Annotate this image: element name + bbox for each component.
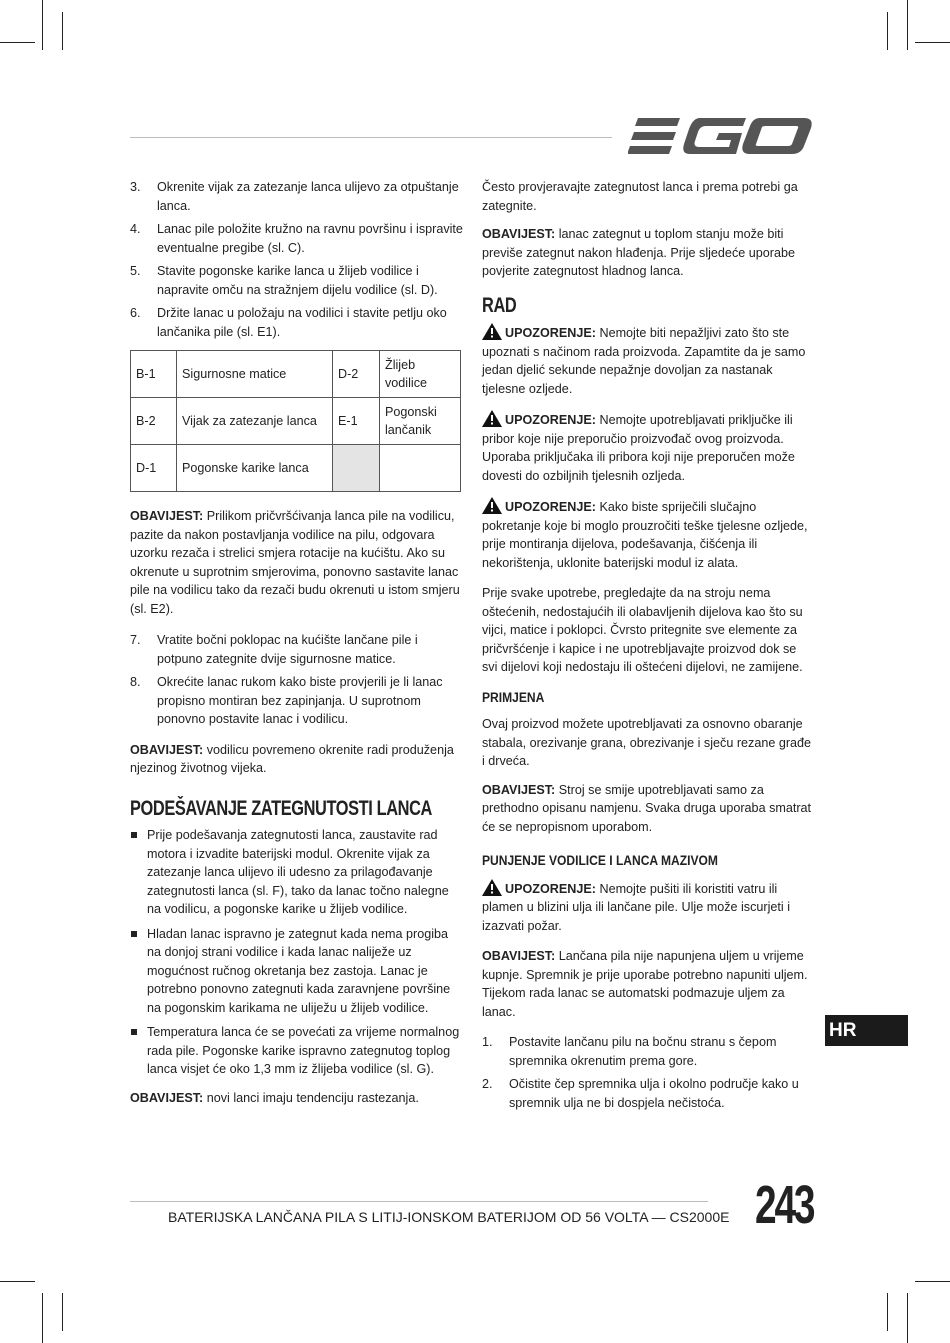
bullet-square-icon: [131, 1029, 137, 1035]
steps-list-a: [130, 178, 463, 341]
list-item: 1. Postavite lančanu pilu na bočnu stranu s čepom spremnika okrenutim prema gore.: [482, 1035, 777, 1068]
notice-paragraph: OBAVIJEST: lanac zategnut u toplom stanju može biti previše zategnut nakon hlađenja. Prije sljedeće uporabe povjerite zategnutost hladnog lanca.: [482, 227, 795, 278]
notice-paragraph: OBAVIJEST: novi lanci imaju tendenciju rastezanja.: [130, 1090, 419, 1105]
warning-triangle-icon: [482, 323, 502, 340]
parts-table: [130, 350, 461, 492]
table-cell: [333, 445, 380, 492]
crop-mark: [62, 12, 63, 50]
table-cell: D-1: [131, 445, 177, 492]
notice-paragraph: OBAVIJEST: Prilikom pričvršćivanja lanca pile na vodilicu, pazite da nakon postavljanja vodilice na pilu, odgovara uzorku rezača i strelici smjera rotacije na kućištu. Ako su okrenute u suprotnim smjerovima, ponovno sastavite lanac pile na vodilicu tako da rezači budu okrenuti u istom smjeru (sl. E2).: [130, 509, 460, 616]
crop-mark: [907, 0, 908, 50]
section-heading: PODEŠAVANJE ZATEGNUTOSTI LANCA: [130, 796, 432, 820]
crop-mark: [42, 1293, 43, 1343]
table-cell: [380, 445, 461, 492]
right-column: [482, 178, 815, 1117]
footer-title: BATERIJSKA LANČANA PILA S LITIJ-IONSKOM BATERIJOM OD 56 VOLTA — CS2000E: [168, 1209, 730, 1225]
subheading-punjenje: PUNJENJE VODILICE I LANCA MAZIVOM: [482, 853, 718, 868]
list-item: 6. Držite lanac u položaju na vodilici i stavite petlju oko lančanika pile (sl. E1).: [130, 306, 447, 339]
crop-mark: [0, 42, 35, 43]
list-item: 3. Okrenite vijak za zatezanje lanca ulijevo za otpuštanje lanca.: [130, 180, 459, 213]
ego-logo: [628, 116, 814, 158]
notice-paragraph: OBAVIJEST: Stroj se smije upotrebljavati samo za prethodno opisanu namjenu. Svaka druga uporaba smatrat će se nepropisnom uporabom.: [482, 782, 812, 834]
section-heading-rad: RAD: [482, 293, 517, 317]
bullet-list: [130, 826, 463, 1079]
list-item: Hladan lanac ispravno je zategnut kada nema progiba na donjoj strani vodilice i kada lanac naliježe uz mogućnost ručnog okretanja bez zastoja. Lanac je potrebno ponovno zategnuti kada zaravnjene površine na pogonskim karikama ne uliježu u žlijeb vodilice.: [130, 925, 463, 1018]
table-cell: B-2: [131, 398, 177, 445]
crop-mark: [42, 0, 43, 50]
intro-paragraph: Često provjeravajte zategnutost lanca i prema potrebi ga zategnite.: [482, 180, 798, 213]
list-item: 2. Očistite čep spremnika ulja i okolno područje kako u spremnik ulja ne bi dospjela nečistoća.: [482, 1077, 799, 1110]
table-cell: Žlijeb vodilice: [380, 351, 461, 398]
crop-mark: [915, 42, 950, 43]
table-cell: Pogonske karike lanca: [177, 445, 333, 492]
warning-paragraph: UPOZORENJE: Nemojte upotrebljavati priključke ili pribor koje nije preporučio proizvođač ovog proizvoda. Uporaba priključaka ili pribora koji nije preporučen može dovesti do ozbiljnih tjelesnih ozljeda.: [482, 410, 815, 485]
warning-triangle-icon: [482, 410, 502, 427]
steps-list-b: [130, 631, 463, 729]
notice-paragraph: OBAVIJEST: Lančana pila nije napunjena uljem u vrijeme kupnje. Spremnik je prije uporabe potrebno napuniti uljem. Tijekom rada lanac se automatski podmazuje uljem za lanac.: [482, 949, 808, 1019]
steps-list-c: [482, 1033, 815, 1112]
header-rule: [130, 137, 612, 138]
warning-paragraph: UPOZORENJE: Nemojte biti nepažljivi zato što ste upoznati s načinom rada proizvoda. Zapamtite da je samo jedan djelić sekunde nepažnje dovoljan za nastanak tjelesne ozljede.: [482, 323, 815, 398]
warning-paragraph: UPOZORENJE: Nemojte pušiti ili koristiti vatru ili plamen u blizini ulja ili lančane pile. Ulje može iscurjeti i izazvati požar.: [482, 879, 815, 936]
crop-mark: [62, 1293, 63, 1331]
list-item: 8. Okrećite lanac rukom kako biste provjerili je li lanac propisno montiran bez zapinjanja. U suprotnom ponovno postavite lanac i vodilicu.: [130, 675, 443, 726]
table-cell: Vijak za zatezanje lanca: [177, 398, 333, 445]
crop-mark: [915, 1281, 950, 1282]
table-row: [131, 398, 461, 445]
page-number: 243: [755, 1175, 814, 1235]
table-cell: E-1: [333, 398, 380, 445]
check-paragraph: Prije svake upotrebe, pregledajte da na stroju nema oštećenih, nedostajućih ili olabavljenih dijelova kao što su vijci, matice i poklopci. Čvrsto pritegnite sve elemente za pričvršćenje i kapice i ne upotrebljavajte proizvod dok se svi dijelovi koji nedostaju ili oštećeni dijelovi, ne zamijene.: [482, 586, 803, 674]
table-row: [131, 445, 461, 492]
crop-mark: [0, 1281, 35, 1282]
table-row: [131, 351, 461, 398]
list-item: 4. Lanac pile položite kružno na ravnu površinu i ispravite eventualne pregibe (sl. C).: [130, 222, 463, 255]
list-item: 5. Stavite pogonske karike lanca u žlijeb vodilice i napravite omču na stražnjem dijelu vodilice (sl. D).: [130, 264, 438, 297]
warning-paragraph: UPOZORENJE: Kako biste spriječili slučajno pokretanje koje bi moglo prouzročiti teške tjelesne ozljede, prije montiranja dijelova, podešavanja, čišćenja ili nekorištenja, uklonite baterijski modul iz alata.: [482, 497, 815, 572]
subheading-primjena: PRIMJENA: [482, 689, 545, 705]
bullet-square-icon: [131, 832, 137, 838]
table-cell: B-1: [131, 351, 177, 398]
warning-triangle-icon: [482, 879, 502, 896]
crop-mark: [887, 1293, 888, 1331]
list-item: Prije podešavanja zategnutosti lanca, zaustavite rad motora i izvadite baterijski modul. Okrenite vijak za zatezanje lanca ulijevo ili udesno za prilagođavanje zategnutosti lanca (sl. F), tako da lanac točno nalegne na vodilicu, a pogonske karike u žlijeb vodilice.: [130, 826, 463, 919]
bullet-square-icon: [131, 931, 137, 937]
left-column: [130, 178, 463, 1120]
list-item: Temperatura lanca će se povećati za vrijeme normalnog rada pile. Pogonske karike ispravno zategnutog toplog lanca visjet će oko 1,3 mm iz žlijeba vodilice (sl. G).: [130, 1023, 463, 1079]
warning-triangle-icon: [482, 497, 502, 514]
footer-rule: [130, 1201, 708, 1202]
notice-paragraph: OBAVIJEST: vodilicu povremeno okrenite radi produženja njezinog životnog vijeka.: [130, 742, 454, 775]
table-cell: D-2: [333, 351, 380, 398]
table-cell: Pogonski lančanik: [380, 398, 461, 445]
crop-mark: [907, 1293, 908, 1343]
crop-mark: [887, 12, 888, 50]
language-tab: HR: [825, 1015, 908, 1046]
list-item: 7. Vratite bočni poklopac na kućište lančane pile i potpuno zategnite dvije sigurnosne matice.: [130, 633, 418, 666]
primjena-paragraph: Ovaj proizvod možete upotrebljavati za osnovno obaranje stabala, orezivanje grana, obrezivanje i sječu rezane građe i drveća.: [482, 717, 812, 768]
table-cell: Sigurnosne matice: [177, 351, 333, 398]
